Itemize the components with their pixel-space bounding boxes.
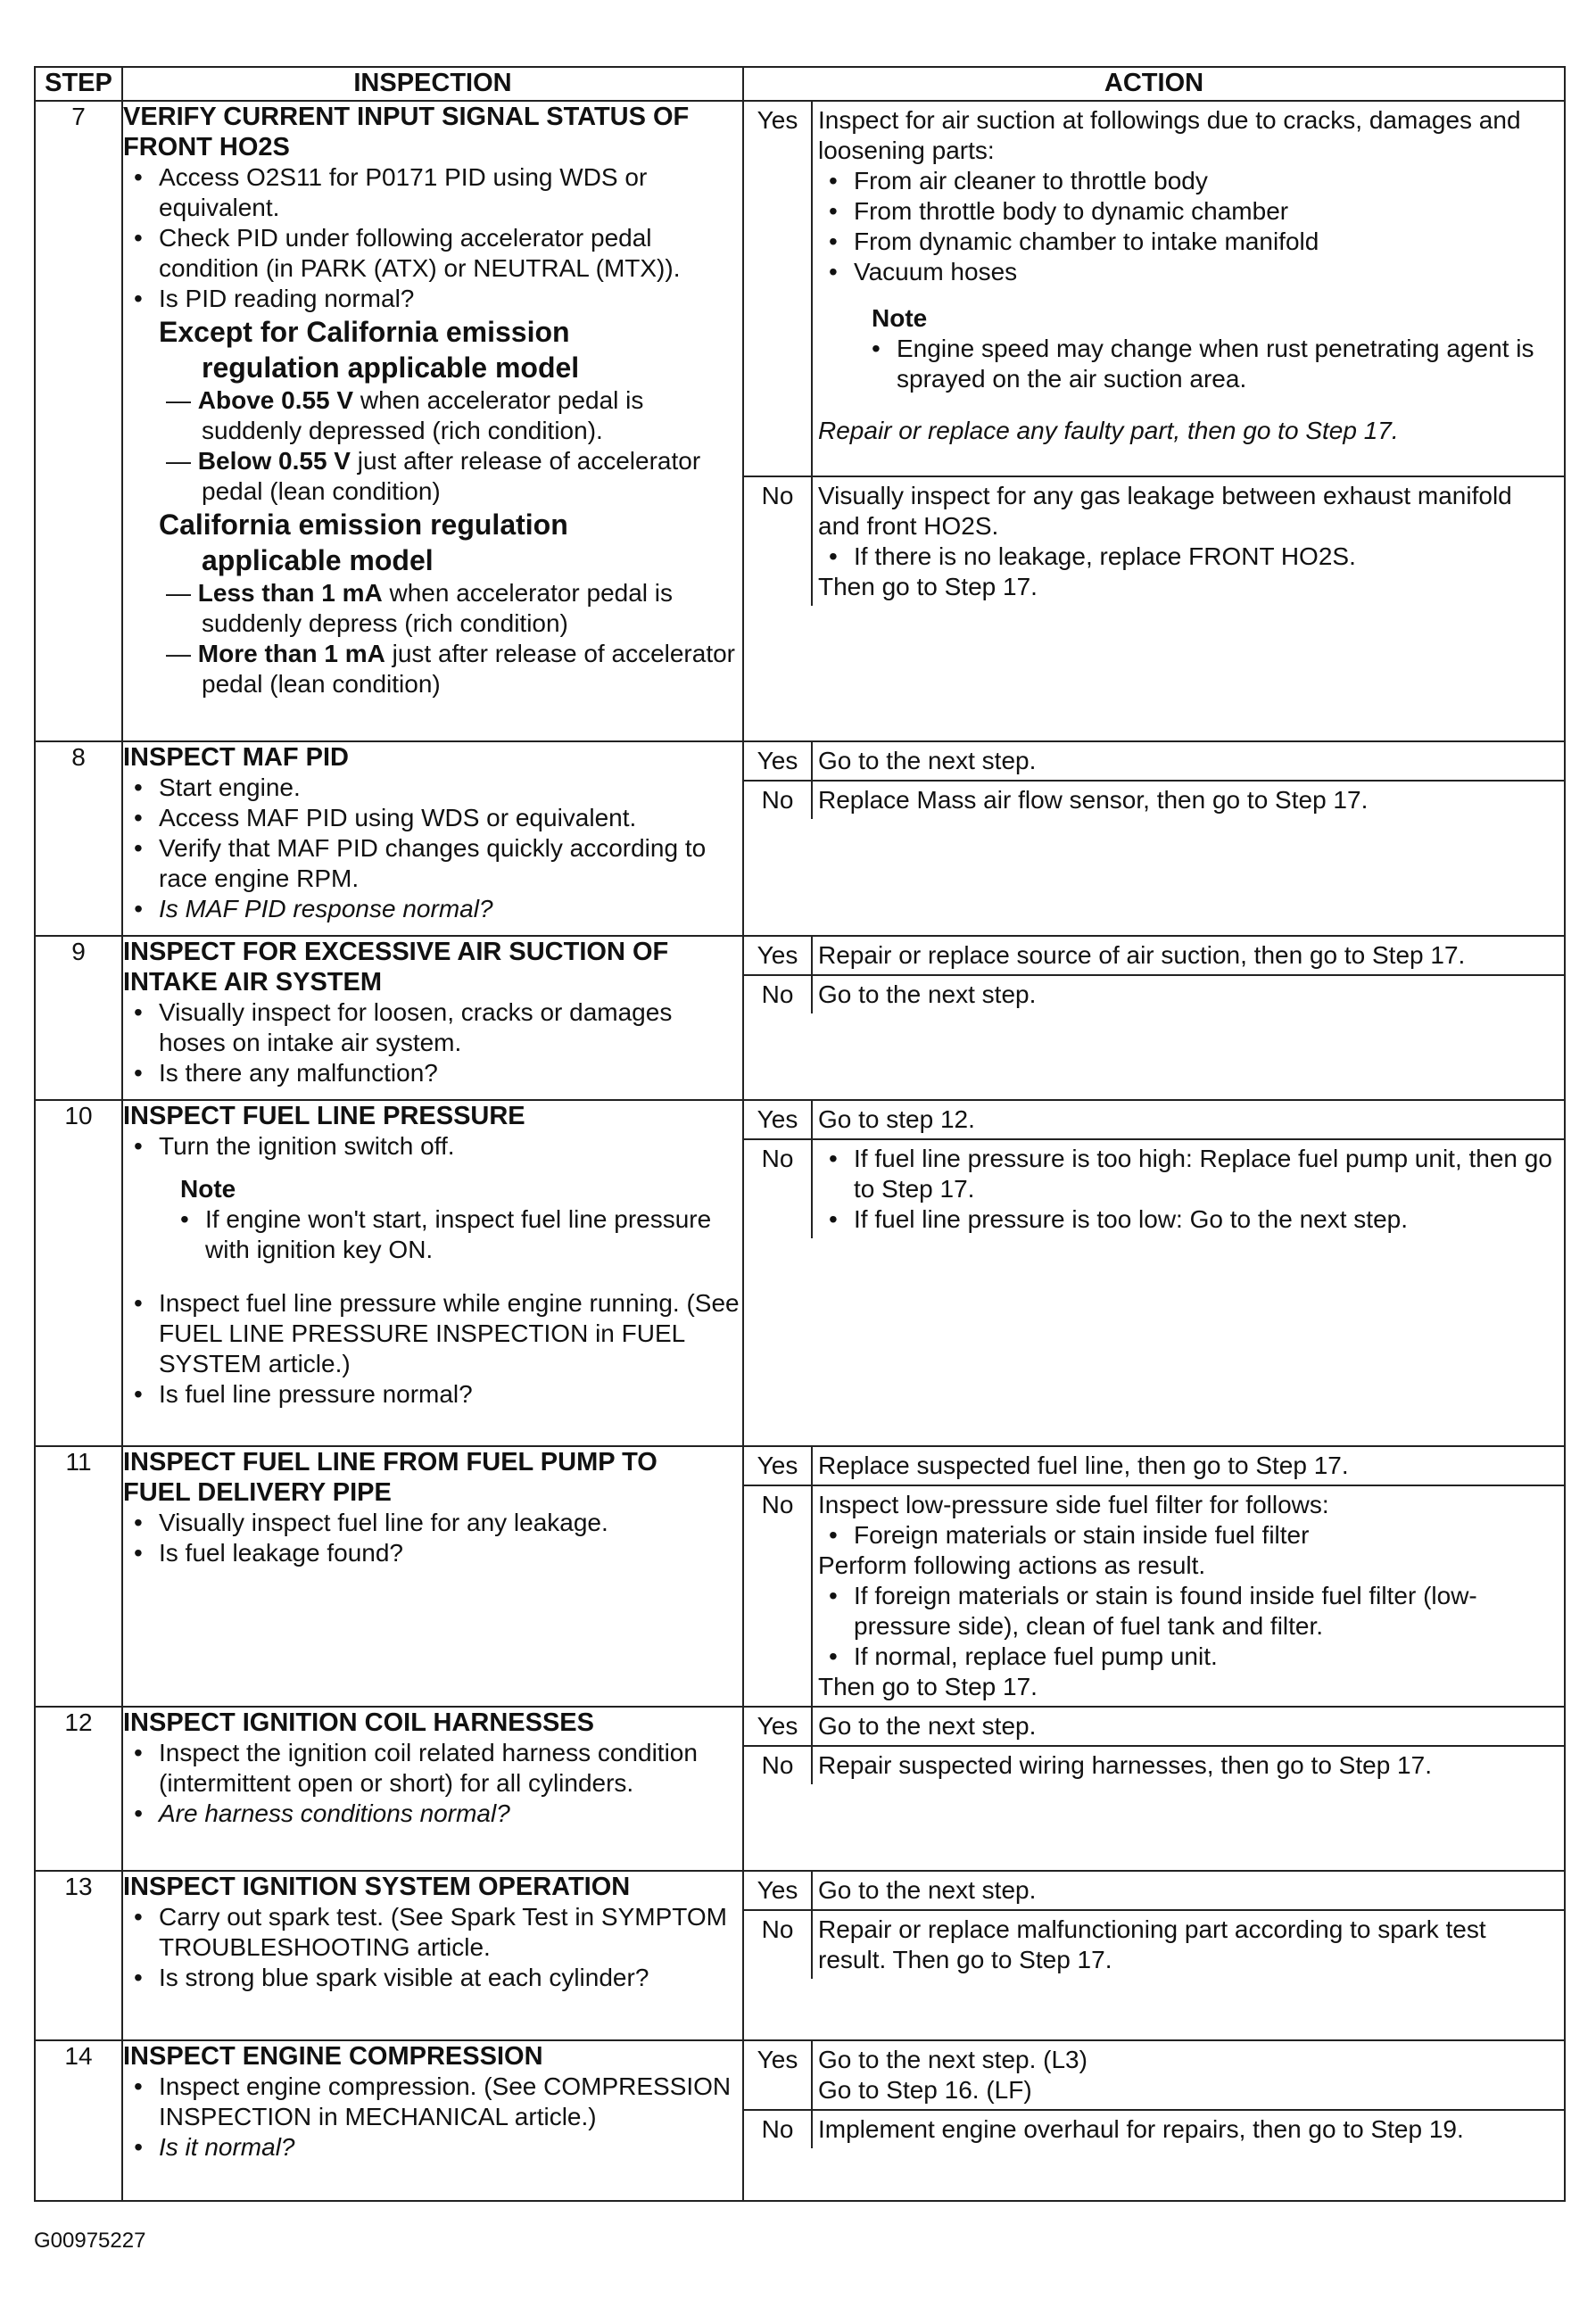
no-row: [744, 1746, 1564, 1784]
inspection-title: INSPECT MAF PID: [123, 743, 349, 772]
inspection-title: FRONT HO2S: [123, 133, 290, 161]
list-item: • Is there any malfunction?: [159, 1058, 742, 1088]
yes-label: Yes: [744, 1708, 812, 1746]
inspection-cell: [122, 1871, 743, 2040]
table-header-row: [35, 67, 1565, 101]
list-item: • If normal, replace fuel pump unit.: [854, 1642, 1559, 1672]
subheading: regulation applicable model: [202, 352, 580, 384]
table-row: [35, 741, 1565, 936]
yes-label: Yes: [744, 742, 812, 781]
inspection-title: INTAKE AIR SYSTEM: [123, 968, 383, 997]
subheading: California emission regulation: [159, 509, 568, 541]
list-item: • Foreign materials or stain inside fuel filter: [854, 1520, 1559, 1551]
yes-row: [744, 102, 1564, 476]
list-item: • From dynamic chamber to intake manifold: [854, 227, 1559, 257]
step-number: 9: [35, 936, 122, 1100]
list-item: • If fuel line pressure is too high: Replace fuel pump unit, then go to Step 17.: [854, 1144, 1559, 1204]
action-cell: [743, 1100, 1565, 1446]
no-action: Inspect low-pressure side fuel filter for follows: • Foreign materials or stain inside fuel filter Perform following actions as result. • If foreign materials or stain is found inside fuel filter (low-pressure side), clean of fuel tank and filter. • If normal, replace fuel pump unit. Then go to Step 17.: [812, 1485, 1564, 1706]
list-item: • If engine won't start, inspect fuel line pressure with ignition key ON.: [205, 1204, 742, 1265]
figure-id-caption: G00975227: [34, 2229, 146, 2253]
table-row: [35, 1446, 1565, 1707]
list-item: • Inspect fuel line pressure while engine running. (See FUEL LINE PRESSURE INSPECTION in FUEL SYSTEM article.): [159, 1288, 742, 1379]
inspection-list: [123, 162, 742, 314]
no-action: Implement engine overhaul for repairs, then go to Step 19.: [818, 2115, 1464, 2143]
yes-row: [744, 2041, 1564, 2110]
list-item: • Start engine.: [159, 773, 742, 803]
step-number: 10: [35, 1100, 122, 1446]
no-label: No: [744, 975, 812, 1013]
list-item: • From air cleaner to throttle body: [854, 166, 1559, 196]
table-row: [35, 1871, 1565, 2040]
no-label: No: [744, 476, 812, 606]
no-action: Visually inspect for any gas leakage between exhaust manifold and front HO2S. • If there is no leakage, replace FRONT HO2S. Then go to Step 17.: [812, 476, 1564, 606]
yes-action: Go to the next step.: [812, 1872, 1564, 1910]
no-row: [744, 781, 1564, 819]
inspection-title: INSPECT ENGINE COMPRESSION: [123, 2042, 543, 2071]
no-label: No: [744, 1746, 812, 1784]
table-row: [35, 1100, 1565, 1446]
yes-row: [744, 1708, 1564, 1746]
inspection-cell: [122, 2040, 743, 2201]
inspection-cell: [122, 1100, 743, 1446]
list-item: • Vacuum hoses: [854, 257, 1559, 287]
yes-row: [744, 742, 1564, 781]
list-item: • Is MAF PID response normal?: [159, 894, 742, 924]
yes-label: Yes: [744, 102, 812, 476]
subheading: Except for California emission: [159, 316, 570, 348]
list-item: • Visually inspect fuel line for any leakage.: [159, 1508, 742, 1538]
inspection-title: INSPECT FUEL LINE FROM FUEL PUMP TO: [123, 1448, 657, 1476]
list-item: • Carry out spark test. (See Spark Test in SYMPTOM TROUBLESHOOTING article.: [159, 1902, 742, 1963]
inspection-title: INSPECT FOR EXCESSIVE AIR SUCTION OF: [123, 938, 669, 966]
inspection-title: INSPECT FUEL LINE PRESSURE: [123, 1102, 525, 1130]
no-label: No: [744, 1485, 812, 1706]
no-row: [744, 476, 1564, 606]
list-item: • Turn the ignition switch off.: [159, 1131, 742, 1162]
inspection-cell: [122, 741, 743, 936]
no-label: No: [744, 1910, 812, 1979]
step-number: 7: [35, 101, 122, 741]
dash-item: — Less than 1 mA when accelerator pedal is suddenly depress (rich condition): [166, 579, 674, 637]
table-row: [35, 2040, 1565, 2201]
inspection-title: FUEL DELIVERY PIPE: [123, 1478, 392, 1507]
subheading: applicable model: [202, 544, 434, 576]
dash-item: — Above 0.55 V when accelerator pedal is suddenly depressed (rich condition).: [166, 386, 644, 444]
list-item: • Inspect the ignition coil related harness condition (intermittent open or short) for all cylinders.: [159, 1738, 742, 1799]
list-item: • If fuel line pressure is too low: Go to the next step.: [854, 1204, 1559, 1235]
yes-label: Yes: [744, 1101, 812, 1139]
header-inspection: INSPECTION: [122, 67, 743, 101]
list-item: • Check PID under following accelerator pedal condition (in PARK (ATX) or NEUTRAL (MTX)).: [159, 223, 742, 284]
no-label: No: [744, 2110, 812, 2148]
no-row: [744, 2110, 1564, 2148]
yes-row: [744, 1872, 1564, 1910]
diagnostic-table-page: [34, 66, 1564, 2202]
list-item: • Verify that MAF PID changes quickly according to race engine RPM.: [159, 833, 742, 894]
list-item: • From throttle body to dynamic chamber: [854, 196, 1559, 227]
header-action: ACTION: [743, 67, 1565, 101]
diagnostic-table: [34, 66, 1566, 2202]
header-step: STEP: [35, 67, 122, 101]
table-row: [35, 101, 1565, 741]
no-row: [744, 1139, 1564, 1238]
list-item: • Access O2S11 for P0171 PID using WDS or equivalent.: [159, 162, 742, 223]
list-item: • Access MAF PID using WDS or equivalent.: [159, 803, 742, 833]
step-number: 14: [35, 2040, 122, 2201]
list-item: • Is fuel leakage found?: [159, 1538, 742, 1568]
step-number: 8: [35, 741, 122, 936]
list-item: • Inspect engine compression. (See COMPRESSION INSPECTION in MECHANICAL article.): [159, 2072, 742, 2132]
action-cell: [743, 2040, 1565, 2201]
inspection-title: INSPECT IGNITION SYSTEM OPERATION: [123, 1873, 631, 1901]
inspection-cell: [122, 101, 743, 741]
step-number: 13: [35, 1871, 122, 2040]
inspection-cell: [122, 1707, 743, 1871]
yes-action: Go to the next step.: [812, 1708, 1564, 1746]
no-action: [812, 1139, 1564, 1238]
no-action: Repair or replace malfunctioning part according to spark test result. Then go to Step 17.: [818, 1915, 1486, 1973]
list-item: • Is fuel line pressure normal?: [159, 1379, 742, 1410]
yes-action: Go to the next step.: [812, 742, 1564, 781]
dash-item: — More than 1 mA just after release of accelerator pedal (lean condition): [166, 640, 736, 698]
yes-row: [744, 937, 1564, 975]
note-label: Note: [872, 304, 928, 332]
no-label: No: [744, 781, 812, 819]
no-label: No: [744, 1139, 812, 1238]
inspection-title: VERIFY CURRENT INPUT SIGNAL STATUS OF: [123, 103, 690, 131]
step-number: 12: [35, 1707, 122, 1871]
no-row: [744, 975, 1564, 1013]
list-item: • Engine speed may change when rust penetrating agent is sprayed on the air suction area.: [897, 334, 1559, 394]
list-item: • If there is no leakage, replace FRONT HO2S.: [854, 542, 1559, 572]
no-action: Go to the next step.: [818, 980, 1037, 1008]
yes-label: Yes: [744, 2041, 812, 2110]
yes-label: Yes: [744, 937, 812, 975]
yes-action: Go to step 12.: [812, 1101, 1564, 1139]
table-row: [35, 1707, 1565, 1871]
note-label: Note: [180, 1175, 236, 1203]
yes-label: Yes: [744, 1447, 812, 1485]
step-number: 11: [35, 1446, 122, 1707]
action-cell: [743, 741, 1565, 936]
action-cell: [743, 1446, 1565, 1707]
action-cell: [743, 936, 1565, 1100]
inspection-title: INSPECT IGNITION COIL HARNESSES: [123, 1708, 594, 1737]
list-item: • Is PID reading normal?: [159, 284, 742, 314]
yes-action: Repair or replace source of air suction, then go to Step 17.: [812, 937, 1564, 975]
action-cell: [743, 1707, 1565, 1871]
list-item: • Are harness conditions normal?: [159, 1799, 742, 1829]
inspection-cell: [122, 1446, 743, 1707]
list-item: • Is it normal?: [159, 2132, 742, 2163]
yes-action: Go to the next step. (L3) Go to Step 16. (LF): [812, 2041, 1564, 2110]
inspection-cell: [122, 936, 743, 1100]
yes-action: Replace suspected fuel line, then go to Step 17.: [812, 1447, 1564, 1485]
list-item: • If foreign materials or stain is found inside fuel filter (low-pressure side), clean of fuel tank and filter.: [854, 1581, 1559, 1642]
list-item: • Is strong blue spark visible at each cylinder?: [159, 1963, 742, 1993]
action-cell: [743, 1871, 1565, 2040]
dash-item: — Below 0.55 V just after release of accelerator pedal (lean condition): [166, 447, 701, 505]
list-item: • Visually inspect for loosen, cracks or damages hoses on intake air system.: [159, 997, 742, 1058]
no-action: Repair suspected wiring harnesses, then go to Step 17.: [818, 1751, 1432, 1779]
no-row: [744, 1485, 1564, 1706]
yes-action: Inspect for air suction at followings due to cracks, damages and loosening parts: • From air cleaner to throttle body • From throttle body to dynamic chamber • From dynamic chamber to intake manifold • Vacuum hoses Note • Engine speed may change when rust penetrating agent is sprayed on the air suction area. Repair or replace any faulty part, then go to Step 17.: [812, 102, 1564, 476]
yes-row: [744, 1447, 1564, 1485]
yes-label: Yes: [744, 1872, 812, 1910]
table-row: [35, 936, 1565, 1100]
action-cell: [743, 101, 1565, 741]
no-action: Replace Mass air flow sensor, then go to Step 17.: [818, 786, 1369, 814]
yes-row: [744, 1101, 1564, 1139]
no-row: [744, 1910, 1564, 1979]
